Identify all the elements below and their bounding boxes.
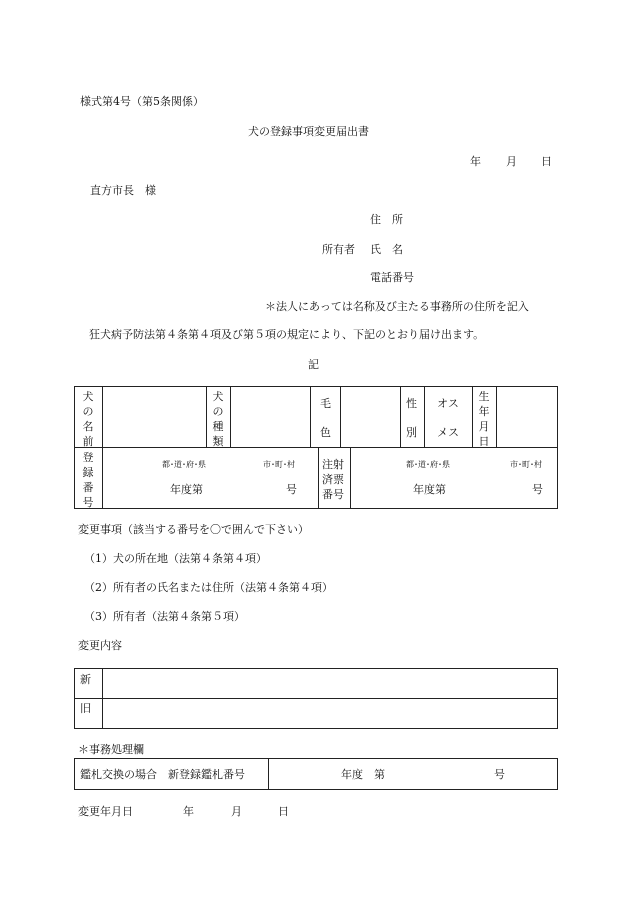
phone-label: 電話番号 xyxy=(370,271,414,284)
change-item-1[interactable]: （1）犬の所在地（法第４条第４項） xyxy=(84,552,267,565)
date-month: 月 xyxy=(506,155,517,168)
ki-heading: 記 xyxy=(308,358,319,371)
inj-fiscal-year: 年度第 xyxy=(413,483,446,496)
birth-label: 生 年 月 日 xyxy=(478,390,490,448)
change-item-2[interactable]: （2）所有者の氏名または住所（法第４条第４項） xyxy=(84,581,333,594)
new-content-field[interactable] xyxy=(103,669,557,697)
change-date-month: 月 xyxy=(231,805,242,818)
sex-label-1: 性 xyxy=(406,397,417,410)
office-heading: ＊事務処理欄 xyxy=(78,743,144,756)
office-number: 号 xyxy=(494,768,505,781)
form-number: 様式第4号（第5条関係） xyxy=(80,95,204,108)
reg-fiscal-year: 年度第 xyxy=(170,483,203,496)
inj-prefecture: 都･道･府･県 xyxy=(406,460,450,469)
sex-label-2: 別 xyxy=(406,426,417,439)
change-date-year: 年 xyxy=(183,805,194,818)
old-content-field[interactable] xyxy=(103,699,557,728)
inj-city: 市･町･村 xyxy=(510,460,542,469)
change-content-heading: 変更内容 xyxy=(78,639,122,652)
change-date-label: 変更年月日 xyxy=(78,805,133,818)
reg-city: 市･町･村 xyxy=(263,460,295,469)
date-year: 年 xyxy=(470,155,481,168)
tag-exchange-label: 鑑札交換の場合 新登録鑑札番号 xyxy=(80,768,245,781)
registration-label: 登 録 番 号 xyxy=(82,451,94,509)
owner-label: 所有者 xyxy=(322,243,355,256)
breed-label: 犬 の 種 類 xyxy=(212,390,224,448)
change-date-day: 日 xyxy=(278,805,289,818)
coat-label-2: 色 xyxy=(320,426,331,439)
old-label: 旧 xyxy=(80,702,91,715)
dog-name-label: 犬 の 名 前 xyxy=(82,390,94,448)
sex-option-male[interactable]: オス xyxy=(437,397,459,410)
change-items-heading: 変更事項（該当する番号を〇で囲んで下さい） xyxy=(78,523,309,536)
corporate-note: ＊法人にあっては名称及び主たる事務所の住所を記入 xyxy=(265,300,529,313)
reg-prefecture: 都･道･府･県 xyxy=(162,460,206,469)
injection-label: 注射 済票 番号 xyxy=(322,458,344,501)
inj-number: 号 xyxy=(532,483,543,496)
office-fiscal-year: 年度 第 xyxy=(341,768,385,781)
change-item-3[interactable]: （3）所有者（法第４条第５項） xyxy=(84,610,245,623)
coat-label-1: 毛 xyxy=(320,397,331,410)
form-title: 犬の登録事項変更届出書 xyxy=(248,125,369,138)
date-day: 日 xyxy=(541,155,552,168)
name-label: 氏 名 xyxy=(370,243,403,256)
statement: 狂犬病予防法第４条第４項及び第５項の規定により、下記のとおり届け出ます。 xyxy=(89,328,485,341)
address-label: 住 所 xyxy=(370,213,403,226)
reg-number: 号 xyxy=(286,483,297,496)
addressee: 直方市長 様 xyxy=(90,184,156,197)
new-label: 新 xyxy=(80,673,91,686)
sex-option-female[interactable]: メス xyxy=(437,426,459,439)
